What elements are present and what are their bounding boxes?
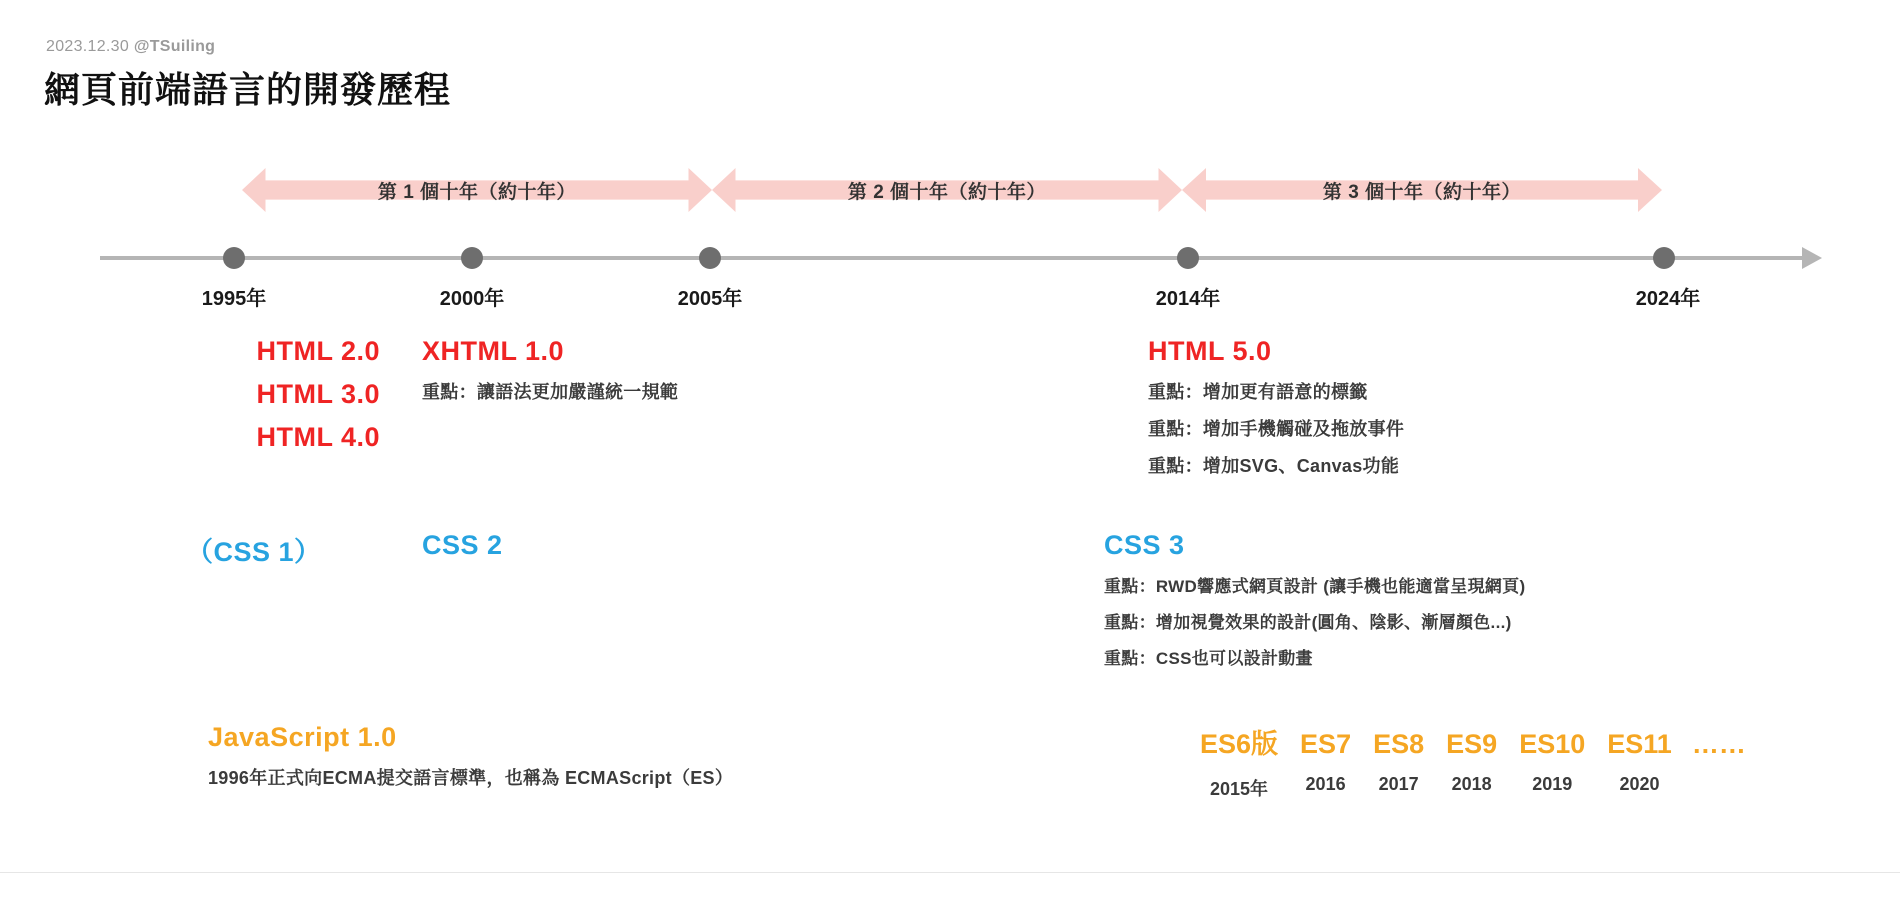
css-3-label: CSS 3	[1104, 530, 1185, 560]
ecmascript-versions	[1200, 722, 1746, 801]
meta-line	[46, 38, 215, 56]
es9-label: ES9	[1446, 729, 1498, 759]
css-1-label: （CSS 1）	[186, 537, 322, 567]
html5-note-2: 重點：增加手機觸碰及拖放事件	[1148, 419, 1405, 439]
es11-year: 2020	[1619, 774, 1660, 794]
css-2-label: CSS 2	[422, 530, 503, 560]
html5-note-3: 重點：增加SVG、Canvas功能	[1148, 456, 1400, 476]
es6-year: 2015年	[1210, 779, 1269, 799]
meta-handle: @TSuiling	[133, 38, 216, 55]
timeline-dot-1995	[223, 247, 245, 269]
es9-year: 2018	[1451, 774, 1492, 794]
es8-item	[1373, 729, 1424, 795]
html-2-0-label: HTML 2.0	[256, 336, 380, 366]
css2-group	[422, 530, 503, 561]
timeline-year-1995: 1995年	[201, 288, 267, 310]
timeline-year-2024: 2024年	[1635, 288, 1701, 310]
meta-date: 2023.12.30	[46, 38, 130, 55]
timeline-year-2000: 2000年	[439, 288, 505, 310]
javascript-group	[208, 722, 733, 790]
es11-label: ES11	[1607, 729, 1672, 759]
html-3-0-label: HTML 3.0	[256, 379, 380, 409]
es9-item	[1446, 729, 1497, 795]
css3-group	[1104, 530, 1525, 669]
css3-note-2: 重點：增加視覺效果的設計(圓角、陰影、漸層顏色...)	[1104, 613, 1512, 632]
page-title: 網頁前端語言的開發歷程	[44, 69, 452, 110]
xhtml-2000-group	[422, 336, 678, 404]
decade-1	[242, 168, 712, 212]
decade-3	[1182, 168, 1662, 212]
javascript-label: JavaScript 1.0	[208, 722, 397, 752]
decade-1-label: 第 1 個十年（約十年）	[377, 181, 577, 203]
timeline-arrow-icon	[1802, 247, 1822, 269]
es7-label: ES7	[1300, 729, 1352, 759]
decade-2-label: 第 2 個十年（約十年）	[847, 181, 1047, 203]
es-more-label: ……	[1691, 729, 1746, 759]
xhtml-note: 重點：讓語法更加嚴謹統一規範	[422, 382, 679, 402]
css3-note-3: 重點：CSS也可以設計動畫	[1104, 649, 1313, 668]
timeline-axis	[100, 256, 1810, 260]
html-1995-group	[110, 336, 380, 453]
es8-label: ES8	[1373, 729, 1425, 759]
es7-year: 2016	[1305, 774, 1346, 794]
es8-year: 2017	[1378, 774, 1419, 794]
timeline-dot-2014	[1177, 247, 1199, 269]
html5-2014-group	[1148, 336, 1404, 478]
es10-item	[1519, 729, 1585, 795]
es7-item	[1300, 729, 1351, 795]
decade-2	[712, 168, 1182, 212]
javascript-note: 1996年正式向ECMA提交語言標準，也稱為 ECMAScript（ES）	[208, 768, 734, 788]
css1-group	[186, 530, 322, 569]
timeline-year-2014: 2014年	[1155, 288, 1221, 310]
es10-label: ES10	[1519, 729, 1586, 759]
html5-note-1: 重點：增加更有語意的標籤	[1148, 382, 1368, 402]
html-5-0-label: HTML 5.0	[1148, 336, 1272, 366]
css3-note-1: 重點：RWD響應式網頁設計 (讓手機也能適當呈現網頁)	[1104, 577, 1526, 596]
timeline-dot-2024	[1653, 247, 1675, 269]
timeline-dot-2005	[699, 247, 721, 269]
decade-3-label: 第 3 個十年（約十年）	[1322, 181, 1522, 203]
decade-band	[0, 168, 1900, 214]
timeline-dot-2000	[461, 247, 483, 269]
es6-item	[1200, 722, 1278, 801]
html-4-0-label: HTML 4.0	[256, 422, 380, 452]
xhtml-1-0-label: XHTML 1.0	[422, 336, 565, 366]
timeline-year-2005: 2005年	[677, 288, 743, 310]
es6-label: ES6版	[1200, 729, 1279, 759]
bottom-divider	[0, 872, 1900, 873]
es11-item	[1607, 729, 1672, 795]
es10-year: 2019	[1532, 774, 1573, 794]
